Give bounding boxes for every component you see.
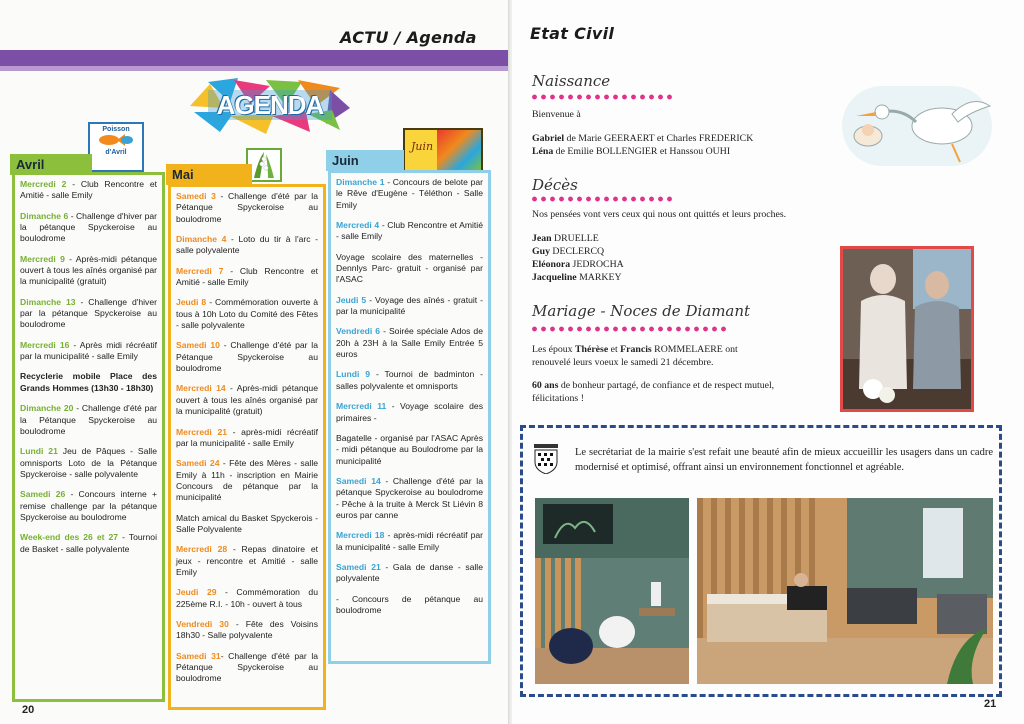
- naissance-dots: [530, 94, 676, 100]
- list-item: Dimanche 20 - Challenge d'été par la Pétanque Spyckeroise au boulodrome: [20, 403, 157, 436]
- juin-badge: [403, 128, 483, 172]
- couple-photo: [840, 246, 974, 412]
- list-item: Jeudi 5 - Voyage des aînés - gratuit - par la municipalité: [336, 294, 483, 317]
- list-item: Mercredi 2 - Club Rencontre et Amitié - salle Emily: [20, 179, 158, 201]
- juin-column: [328, 170, 491, 664]
- list-item: Samedi 3 - Challenge d'été par la Pétanque Spyckeroise au boulodrome: [176, 191, 318, 224]
- naissance-intro: Bienvenue à: [532, 109, 581, 120]
- list-item: Dimanche 1 - Concours de belote par le Rêve d'Eugène - Téléthon - Salle Emily: [336, 177, 483, 210]
- list-item: Lundi 21 Jeu de Pâques - Salle omnisports Loto de la Pétanque Spyckeroise - salle polyvalente: [20, 446, 157, 479]
- mairie-notice-text: Le secrétariat de la mairie s'est refait une beauté afin de mieux accueillir les usagers dans un cadre modernisé et optimisé, offrant ainsi un environnement fonctionnel et agréable.: [575, 447, 993, 473]
- lily-icon: [248, 150, 280, 180]
- list-item: Mercredi 11 - Voyage scolaire des primaires -: [336, 401, 483, 423]
- list-item: Jeudi 29 - Commémoration du 225ème R.I. - 10h - ouvert à tous: [176, 587, 318, 609]
- list-item: Lundi 9 - Tournoi de badminton - salles polyvalente et omnisports: [336, 369, 483, 391]
- naissance-line-1: Gabriel de Marie GEERAERT et Charles FREDERICK: [532, 133, 754, 144]
- mai-heading: Mai: [166, 164, 252, 185]
- deces-dots: [530, 196, 676, 202]
- stork-icon: [842, 86, 992, 166]
- mariage-dots: [530, 326, 730, 332]
- right-page-header: Etat Civil: [530, 24, 615, 43]
- mairie-notice-box: [520, 425, 1002, 697]
- mariage-title: Mariage - Noces de Diamant: [532, 302, 751, 320]
- left-page: [0, 0, 510, 724]
- poisson-badge-line2: d'Avril: [105, 149, 127, 156]
- deces-title: Décès: [532, 176, 578, 194]
- list-item: Mercredi 16 - Après midi récréatif par la municipalité - salle Emily: [20, 339, 158, 362]
- list-item: Bagatelle - organisé par l'ASAC Après - midi pétanque au Boulodrome par la municipalité: [336, 432, 483, 466]
- avril-heading: Avril: [10, 154, 92, 175]
- list-item: Voyage scolaire des maternelles - Dennlys Parc- gratuit - organisé par l'ASAC: [336, 251, 483, 285]
- list-item: Samedi 21 - Gala de danse - salle polyvalente: [336, 561, 483, 584]
- purple-header-bar-light: [0, 66, 510, 71]
- list-item: Samedi 10 - Challenge d'été par la Pétanque Spyckeroise au boulodrome: [176, 340, 318, 374]
- list-item: Jeudi 8 - Commémoration ouverte à tous à 10h Loto du Comité des Fêtes - salle polyvalente: [176, 297, 318, 331]
- mariage-text-2: 60 ans de bonheur partagé, de confiance et de respect mutuel, félicitations !: [532, 380, 775, 405]
- list-item: Samedi 14 - Challenge d'été par la pétanque Spyckeroise au boulodrome - Pêche à la truite à Merck St Liévin 8 euros par canne: [336, 475, 483, 520]
- avril-column: [12, 172, 165, 702]
- deces-name: Guy DECLERCQ: [532, 246, 605, 257]
- poisson-davril-badge: [88, 122, 144, 172]
- deces-name: Jacqueline MARKEY: [532, 272, 622, 283]
- list-item: Mercredi 4 - Club Rencontre et Amitié - salle Emily: [336, 220, 483, 242]
- mariage-text-1: Les époux Thérèse et Francis ROMMELAERE ont renouvelé leurs voeux le samedi 21 décembre.: [532, 344, 738, 369]
- list-item: Dimanche 4 - Loto du tir à l'arc - salle polyvalente: [176, 234, 318, 256]
- mai-column: [168, 184, 326, 710]
- list-item: Mercredi 21 - après-midi récréatif par la municipalité - salle Emily: [176, 426, 318, 448]
- list-item: Dimanche 6 - Challenge d'hiver par la pétanque Spyckeroise au boulodrome: [20, 210, 157, 244]
- mairie-reception-photo: [535, 498, 689, 684]
- page-number-right: 21: [984, 698, 997, 710]
- list-item: Recyclerie mobile Place des Grands Hommes (13h30 - 18h30): [20, 371, 157, 393]
- naissance-line-2: Léna de Emilie BOLLENGIER et Hanssou OUHI: [532, 146, 731, 157]
- list-item: Samedi 31- Challenge d'été par la Pétanque Spyckeroise au boulodrome: [176, 650, 319, 684]
- poisson-badge-line1: Poisson: [102, 126, 130, 133]
- naissance-title: Naissance: [532, 72, 611, 90]
- left-page-header: ACTU / Agenda: [340, 28, 477, 47]
- list-item: Dimanche 13 - Challenge d'hiver par la pétanque Spyckeroise au boulodrome: [20, 296, 157, 330]
- list-item: Mercredi 18 - après-midi récréatif par la municipalité - salle Emily: [336, 530, 483, 552]
- list-item: - Concours de pétanque au boulodrome: [336, 593, 483, 615]
- list-item: Match amical du Basket Spyckerois - Salle Polyvalente: [176, 512, 318, 534]
- list-item: Mercredi 9 - Après-midi pétanque ouvert à tous les aînés organisé par la municipalité (gratuit): [20, 253, 157, 287]
- list-item: Mercredi 14 - Après-midi pétanque ouvert à tous les aînés organisé par la municipalité (gratuit): [176, 383, 318, 417]
- list-item: Samedi 24 - Fête des Mères - salle Emily à 11h - inscription en Mairie Concours de pétanque par la municipalité: [176, 458, 319, 503]
- deces-name: Jean DRUELLE: [532, 233, 599, 244]
- agenda-logo-text: AGENDA: [216, 90, 324, 120]
- agenda-logo: [190, 78, 350, 134]
- list-item: Mercredi 28 - Repas dinatoire et jeux - rencontre et Amitié - salle Emily: [176, 544, 318, 577]
- fish-icon: [97, 133, 135, 147]
- deces-name: Eléonora JEDROCHA: [532, 259, 624, 270]
- list-item: Samedi 26 - Concours interne + remise challenge par la pétanque Spyckeroise au boulodrome: [20, 489, 157, 522]
- town-coat-of-arms-icon: [533, 444, 559, 474]
- list-item: Vendredi 30 - Fête des Voisins 18h30 - Salle polyvalente: [176, 618, 318, 641]
- list-item: Vendredi 6 - Soirée spéciale Ados de 20h à 23H à la Salle Emily Entrée 5 euros: [336, 326, 483, 360]
- list-item: Mercredi 7 - Club Rencontre et Amitié - salle Emily: [176, 265, 319, 288]
- juin-badge-label: Juin: [411, 140, 434, 153]
- juin-heading: Juin: [326, 150, 404, 171]
- deces-intro: Nos pensées vont vers ceux qui nous ont quittés et leurs proches.: [532, 209, 787, 220]
- page-number-left: 20: [22, 704, 35, 716]
- mairie-office-photo: [697, 498, 993, 684]
- list-item: Week-end des 26 et 27 - Tournoi de Basket - salle polyvalente: [20, 532, 157, 554]
- purple-header-bar: [0, 50, 510, 66]
